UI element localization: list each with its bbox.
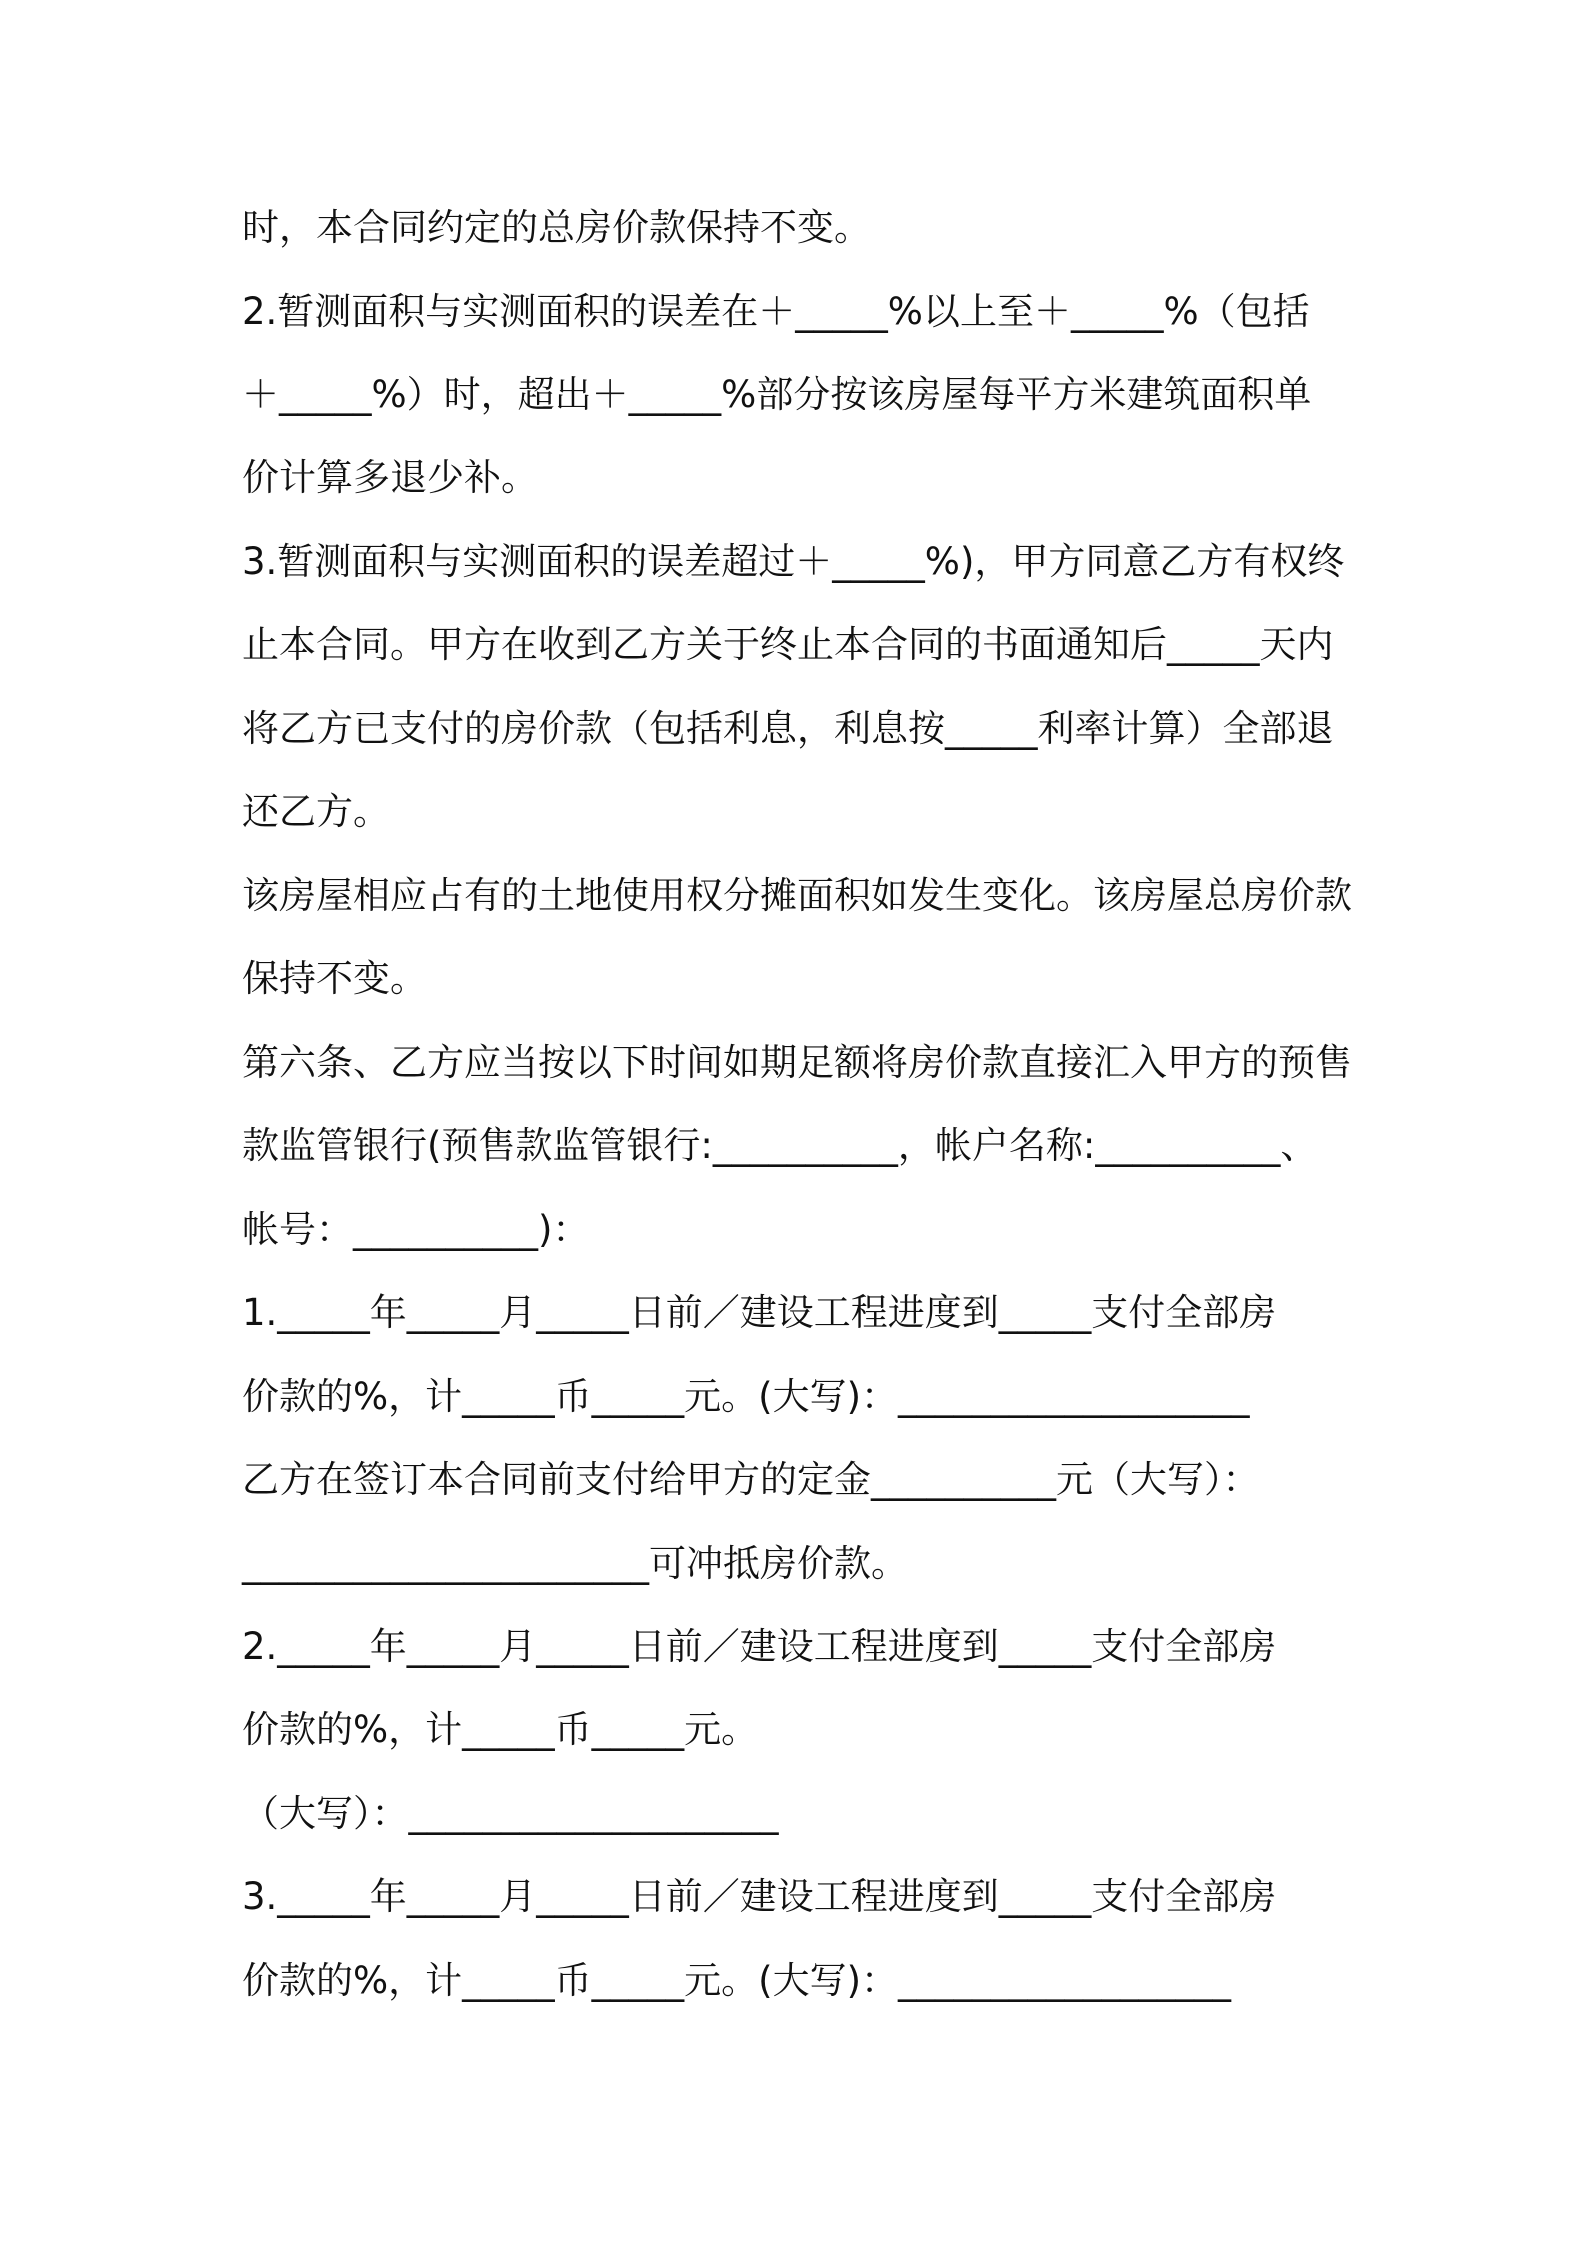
text-line: 2.暂测面积与实测面积的误差在＋_____%以上至＋_____%（包括 <box>242 290 1310 333</box>
text-line: 还乙方。 <box>242 790 390 833</box>
text-line: 价款的%，计_____币_____元。(大写)：___________________ <box>242 1375 1250 1418</box>
text-line: 款监管银行(预售款监管银行:__________，帐户名称:__________、 <box>242 1124 1318 1167</box>
text-line: 保持不变。 <box>242 957 427 1000</box>
text-line: 将乙方已支付的房价款（包括利息，利息按_____利率计算）全部退 <box>242 707 1334 750</box>
text-line: 乙方在签订本合同前支付给甲方的定金__________元（大写）： <box>242 1458 1260 1501</box>
article-six-heading: 第六条、乙方应当按以下时间如期足额将房价款直接汇入甲方的预售 <box>242 1041 1352 1084</box>
text-line: 价款的%，计_____币_____元。(大写)：__________________ <box>242 1959 1232 2002</box>
text-line: 时，本合同约定的总房价款保持不变。 <box>242 206 871 249</box>
text-line: 2._____年_____月_____日前／建设工程进度到_____支付全部房 <box>242 1625 1277 1668</box>
text-line: 3.暂测面积与实测面积的误差超过＋_____%)，甲方同意乙方有权终 <box>242 540 1345 583</box>
text-line: 价款的%，计_____币_____元。 <box>242 1708 759 1751</box>
text-line: ＋_____%）时，超出＋_____%部分按该房屋每平方米建筑面积单 <box>242 373 1312 416</box>
text-line: 帐号：__________)： <box>242 1208 590 1251</box>
text-line: 该房屋相应占有的土地使用权分摊面积如发生变化。该房屋总房价款 <box>242 874 1352 917</box>
text-line: 1._____年_____月_____日前／建设工程进度到_____支付全部房 <box>242 1291 1277 1334</box>
text-line: 止本合同。甲方在收到乙方关于终止本合同的书面通知后_____天内 <box>242 623 1334 666</box>
text-line: 3._____年_____月_____日前／建设工程进度到_____支付全部房 <box>242 1875 1277 1918</box>
text-line: （大写）：____________________ <box>242 1792 779 1835</box>
text-line: 价计算多退少补。 <box>242 456 538 499</box>
text-line: ______________________可冲抵房价款。 <box>242 1542 908 1585</box>
